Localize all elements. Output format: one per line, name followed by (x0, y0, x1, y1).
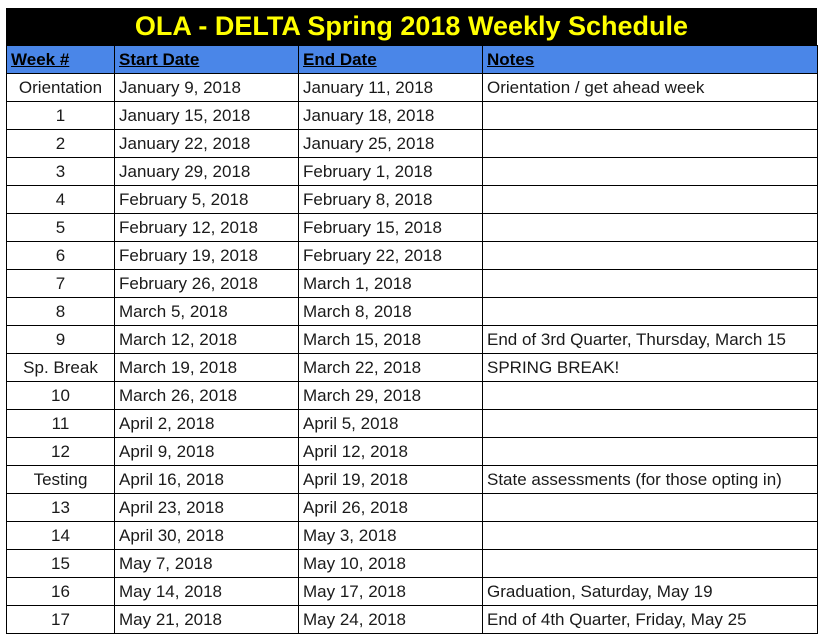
sheet-title: OLA - DELTA Spring 2018 Weekly Schedule (6, 8, 817, 45)
header-end-date[interactable]: End Date (299, 46, 483, 74)
cell-start-date[interactable]: April 16, 2018 (115, 466, 299, 494)
cell-notes[interactable] (483, 522, 818, 550)
header-week[interactable]: Week # (7, 46, 115, 74)
table-row (7, 354, 818, 382)
table-row (7, 606, 818, 634)
table-row (7, 102, 818, 130)
cell-notes[interactable] (483, 158, 818, 186)
cell-week[interactable]: 10 (7, 382, 115, 410)
cell-end-date[interactable]: February 22, 2018 (299, 242, 483, 270)
cell-start-date[interactable]: April 9, 2018 (115, 438, 299, 466)
cell-notes[interactable]: End of 3rd Quarter, Thursday, March 15 (483, 326, 818, 354)
cell-end-date[interactable]: May 24, 2018 (299, 606, 483, 634)
schedule-sheet (6, 8, 817, 634)
cell-start-date[interactable]: February 26, 2018 (115, 270, 299, 298)
cell-notes[interactable]: Orientation / get ahead week (483, 74, 818, 102)
cell-week[interactable]: 2 (7, 130, 115, 158)
cell-week[interactable]: 15 (7, 550, 115, 578)
table-row (7, 74, 818, 102)
cell-start-date[interactable]: March 26, 2018 (115, 382, 299, 410)
cell-notes[interactable]: State assessments (for those opting in) (483, 466, 818, 494)
cell-start-date[interactable]: March 19, 2018 (115, 354, 299, 382)
cell-start-date[interactable]: February 5, 2018 (115, 186, 299, 214)
cell-notes[interactable] (483, 494, 818, 522)
cell-start-date[interactable]: January 15, 2018 (115, 102, 299, 130)
cell-week[interactable]: 3 (7, 158, 115, 186)
table-row (7, 186, 818, 214)
cell-notes[interactable]: End of 4th Quarter, Friday, May 25 (483, 606, 818, 634)
cell-start-date[interactable]: January 29, 2018 (115, 158, 299, 186)
table-row (7, 578, 818, 606)
cell-end-date[interactable]: May 17, 2018 (299, 578, 483, 606)
cell-notes[interactable] (483, 382, 818, 410)
cell-start-date[interactable]: April 30, 2018 (115, 522, 299, 550)
cell-start-date[interactable]: April 2, 2018 (115, 410, 299, 438)
cell-notes[interactable] (483, 550, 818, 578)
cell-end-date[interactable]: May 3, 2018 (299, 522, 483, 550)
cell-week[interactable]: 4 (7, 186, 115, 214)
cell-end-date[interactable]: January 18, 2018 (299, 102, 483, 130)
cell-start-date[interactable]: May 7, 2018 (115, 550, 299, 578)
cell-notes[interactable] (483, 270, 818, 298)
cell-week[interactable]: Orientation (7, 74, 115, 102)
cell-end-date[interactable]: March 1, 2018 (299, 270, 483, 298)
table-row (7, 158, 818, 186)
cell-end-date[interactable]: January 25, 2018 (299, 130, 483, 158)
cell-notes[interactable] (483, 186, 818, 214)
table-row (7, 522, 818, 550)
cell-week[interactable]: 13 (7, 494, 115, 522)
cell-notes[interactable] (483, 242, 818, 270)
cell-week[interactable]: 5 (7, 214, 115, 242)
cell-end-date[interactable]: April 19, 2018 (299, 466, 483, 494)
header-row (7, 46, 818, 74)
cell-end-date[interactable]: February 8, 2018 (299, 186, 483, 214)
table-row (7, 326, 818, 354)
cell-notes[interactable]: Graduation, Saturday, May 19 (483, 578, 818, 606)
cell-week[interactable]: 11 (7, 410, 115, 438)
cell-week[interactable]: 9 (7, 326, 115, 354)
cell-notes[interactable]: SPRING BREAK! (483, 354, 818, 382)
cell-week[interactable]: Sp. Break (7, 354, 115, 382)
cell-start-date[interactable]: May 21, 2018 (115, 606, 299, 634)
table-row (7, 438, 818, 466)
cell-week[interactable]: 14 (7, 522, 115, 550)
cell-end-date[interactable]: April 5, 2018 (299, 410, 483, 438)
table-row (7, 494, 818, 522)
table-row (7, 410, 818, 438)
cell-end-date[interactable]: May 10, 2018 (299, 550, 483, 578)
cell-notes[interactable] (483, 298, 818, 326)
cell-week[interactable]: 16 (7, 578, 115, 606)
cell-end-date[interactable]: April 12, 2018 (299, 438, 483, 466)
table-row (7, 466, 818, 494)
cell-end-date[interactable]: January 11, 2018 (299, 74, 483, 102)
cell-start-date[interactable]: January 22, 2018 (115, 130, 299, 158)
cell-end-date[interactable]: February 15, 2018 (299, 214, 483, 242)
cell-notes[interactable] (483, 130, 818, 158)
cell-start-date[interactable]: February 12, 2018 (115, 214, 299, 242)
cell-end-date[interactable]: March 8, 2018 (299, 298, 483, 326)
cell-notes[interactable] (483, 102, 818, 130)
header-notes[interactable]: Notes (483, 46, 818, 74)
cell-start-date[interactable]: January 9, 2018 (115, 74, 299, 102)
table-row (7, 298, 818, 326)
cell-week[interactable]: 17 (7, 606, 115, 634)
cell-end-date[interactable]: March 22, 2018 (299, 354, 483, 382)
cell-week[interactable]: 8 (7, 298, 115, 326)
cell-week[interactable]: 6 (7, 242, 115, 270)
cell-week[interactable]: 7 (7, 270, 115, 298)
table-row (7, 270, 818, 298)
table-row (7, 550, 818, 578)
cell-notes[interactable] (483, 438, 818, 466)
cell-notes[interactable] (483, 410, 818, 438)
cell-week[interactable]: 1 (7, 102, 115, 130)
cell-notes[interactable] (483, 214, 818, 242)
table-row (7, 242, 818, 270)
cell-end-date[interactable]: March 29, 2018 (299, 382, 483, 410)
cell-start-date[interactable]: March 12, 2018 (115, 326, 299, 354)
cell-end-date[interactable]: February 1, 2018 (299, 158, 483, 186)
cell-start-date[interactable]: March 5, 2018 (115, 298, 299, 326)
table-row (7, 214, 818, 242)
schedule-table (6, 45, 818, 634)
cell-start-date[interactable]: May 14, 2018 (115, 578, 299, 606)
cell-start-date[interactable]: April 23, 2018 (115, 494, 299, 522)
cell-start-date[interactable]: February 19, 2018 (115, 242, 299, 270)
cell-end-date[interactable]: April 26, 2018 (299, 494, 483, 522)
cell-week[interactable]: 12 (7, 438, 115, 466)
cell-week[interactable]: Testing (7, 466, 115, 494)
header-start-date[interactable]: Start Date (115, 46, 299, 74)
cell-end-date[interactable]: March 15, 2018 (299, 326, 483, 354)
table-row (7, 382, 818, 410)
table-row (7, 130, 818, 158)
